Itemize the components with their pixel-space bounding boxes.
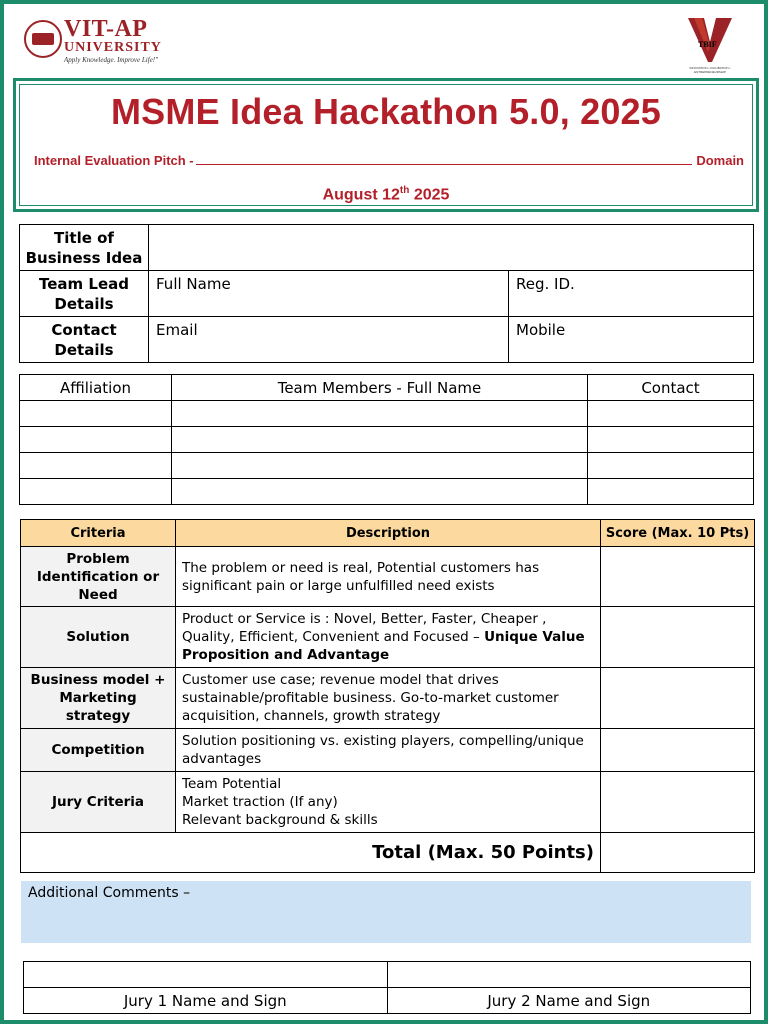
comments-label: Additional Comments –	[28, 885, 191, 901]
score-input[interactable]	[601, 547, 755, 607]
tbif-tagline: INNOVATION • INCUBATION • ENTREPRENEURSHIP	[689, 66, 731, 74]
criteria-cell: Solution	[21, 607, 176, 668]
mobile-field[interactable]: Mobile	[509, 317, 754, 363]
total-score-input[interactable]	[601, 833, 755, 873]
total-row	[21, 833, 755, 873]
description-cell: Customer use case; revenue model that drives sustainable/profitable business. Go-to-market customer acquisition, channels, growth strategy	[176, 668, 601, 729]
table-row	[21, 668, 755, 729]
criteria-header: Criteria	[21, 520, 176, 547]
page-title: MSME Idea Hackathon 5.0, 2025	[110, 91, 662, 132]
member-name-header: Team Members - Full Name	[172, 375, 588, 401]
domain-blank[interactable]	[196, 164, 693, 165]
affiliation-cell[interactable]	[20, 479, 172, 505]
description-cell: The problem or need is real, Potential customers has significant pain or large unfulfilled need exists	[176, 547, 601, 607]
logo-sub: UNIVERSITY	[64, 40, 162, 55]
jury1-label: Jury 1 Name and Sign	[24, 988, 388, 1014]
member-contact-cell[interactable]	[588, 479, 754, 505]
evaluation-criteria-table	[20, 519, 755, 873]
table-row	[21, 729, 755, 772]
title-box	[13, 78, 759, 212]
table-row	[21, 772, 755, 833]
score-input[interactable]	[601, 772, 755, 833]
member-contact-cell[interactable]	[588, 427, 754, 453]
table-row	[20, 479, 754, 505]
description-cell: Product or Service is : Novel, Better, Faster, Cheaper , Quality, Efficient, Convenient and Focused – Unique Value Proposition and Advantage	[176, 607, 601, 668]
team-members-table	[19, 374, 754, 505]
jury-sign-table	[23, 961, 751, 1014]
vit-ap-logo	[20, 16, 180, 68]
description-cell: Solution positioning vs. existing players, compelling/unique advantages	[176, 729, 601, 772]
total-label: Total (Max. 50 Points)	[21, 833, 601, 873]
affiliation-cell[interactable]	[20, 453, 172, 479]
criteria-cell: Jury Criteria	[21, 772, 176, 833]
jury1-sign-field[interactable]	[24, 962, 388, 988]
event-date: August 12th 2025	[322, 185, 450, 204]
member-name-cell[interactable]	[172, 427, 588, 453]
additional-comments-field[interactable]	[21, 881, 751, 943]
member-contact-header: Contact	[588, 375, 754, 401]
table-row	[20, 453, 754, 479]
university-seal-icon	[24, 20, 62, 58]
tbif-text: TBIF	[698, 40, 717, 49]
title-label: Title of Business Idea	[20, 225, 149, 271]
criteria-cell: Problem Identification or Need	[21, 547, 176, 607]
jury2-sign-field[interactable]	[387, 962, 751, 988]
tbif-logo	[674, 16, 746, 72]
table-row	[21, 547, 755, 607]
pitch-domain-line	[34, 153, 744, 168]
lead-full-name-field[interactable]: Full Name	[149, 271, 509, 317]
score-input[interactable]	[601, 729, 755, 772]
affiliation-cell[interactable]	[20, 401, 172, 427]
lead-reg-id-field[interactable]: Reg. ID.	[509, 271, 754, 317]
pitch-suffix: Domain	[696, 153, 744, 168]
score-input[interactable]	[601, 607, 755, 668]
member-name-cell[interactable]	[172, 401, 588, 427]
member-contact-cell[interactable]	[588, 401, 754, 427]
member-contact-cell[interactable]	[588, 453, 754, 479]
table-row	[21, 607, 755, 668]
lead-label: Team Lead Details	[20, 271, 149, 317]
member-name-cell[interactable]	[172, 453, 588, 479]
logo-name: VIT-AP	[64, 16, 148, 42]
score-header: Score (Max. 10 Pts)	[601, 520, 755, 547]
email-field[interactable]: Email	[149, 317, 509, 363]
member-name-cell[interactable]	[172, 479, 588, 505]
jury2-label: Jury 2 Name and Sign	[387, 988, 751, 1014]
criteria-cell: Competition	[21, 729, 176, 772]
affiliation-cell[interactable]	[20, 427, 172, 453]
contact-label: Contact Details	[20, 317, 149, 363]
description-header: Description	[176, 520, 601, 547]
table-row	[20, 427, 754, 453]
affiliation-header: Affiliation	[20, 375, 172, 401]
description-cell: Team Potential Market traction (If any) Relevant background & skills	[176, 772, 601, 833]
team-info-table	[19, 224, 754, 363]
title-input[interactable]	[149, 225, 754, 271]
score-input[interactable]	[601, 668, 755, 729]
pitch-prefix: Internal Evaluation Pitch -	[34, 153, 194, 168]
table-row	[20, 401, 754, 427]
criteria-cell: Business model + Marketing strategy	[21, 668, 176, 729]
logo-tagline: Apply Knowledge. Improve Life!"	[64, 56, 159, 64]
